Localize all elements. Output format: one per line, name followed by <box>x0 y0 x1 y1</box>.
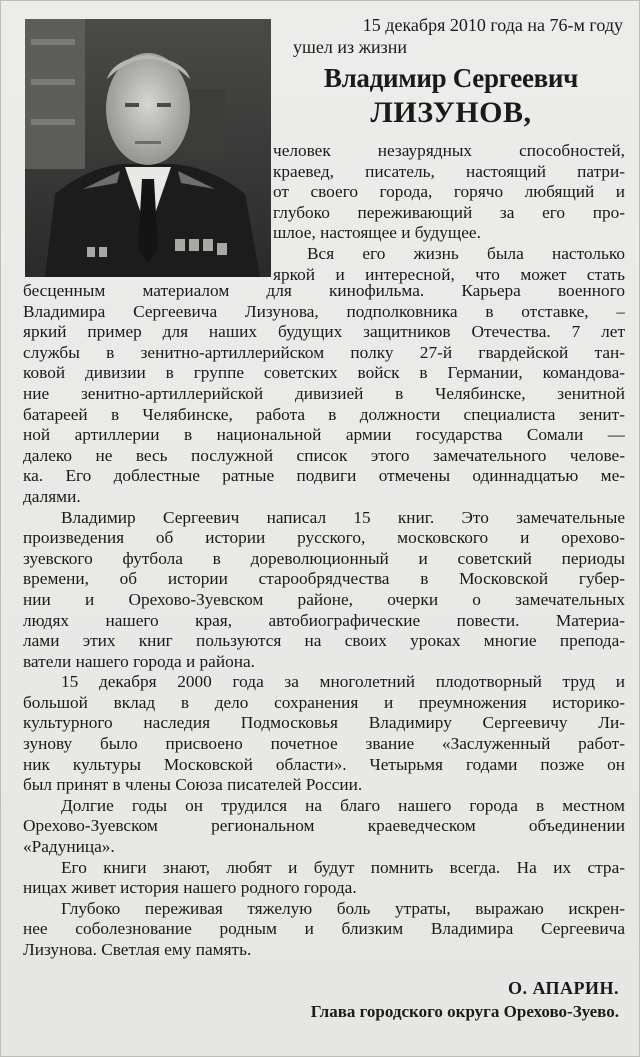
text-line: от своего города, горячо любящий и <box>273 182 625 202</box>
text-line: зуевского футбола в дореволюционный и советский периоды <box>23 548 625 568</box>
died-line: ушел из жизни <box>293 37 408 57</box>
main-body-text <box>23 281 625 961</box>
text-line: человек незаурядных способностей, <box>273 141 625 160</box>
text-line: культурного наследия Подмосковья Владимиру Сергеевичу Ли- <box>23 713 625 733</box>
portrait-photo <box>25 19 271 277</box>
text-line: ницах живет история нашего родного города. <box>23 878 357 898</box>
text-line: Орехово-Зуевском региональном краеведческом объединении <box>23 816 625 836</box>
text-line: ние зенитно-артиллерийской дивизией в Челябинске, зенитной <box>23 383 625 403</box>
text-line: яркой и интересной, что может стать <box>273 264 625 284</box>
text-line: ковой дивизии в группе советских войск в Германии, командова- <box>23 363 625 383</box>
text-line: «Радуница». <box>23 837 115 857</box>
text-line: ник культуры Московской области». Четырьмя годами позже он <box>23 754 625 774</box>
text-line: Владимир Сергеевич написал 15 книг. Это замечательные <box>61 507 625 527</box>
text-line: бесценным материалом для кинофильма. Карьера военного <box>23 281 625 300</box>
text-line: времени, об истории старообрядчества в Московской губер- <box>23 569 625 589</box>
text-line: Лизунова. Светлая ему память. <box>23 940 252 959</box>
side-column-text <box>273 141 625 285</box>
text-line: людях нашего края, автобиографические повести. Материа- <box>23 610 625 630</box>
text-line: лами этих книг пользуются на своих уроках многие препода- <box>23 631 625 651</box>
text-line: краевед, писатель, настоящий патри- <box>273 161 625 181</box>
text-line: шлое, настоящее и будущее. <box>273 223 481 243</box>
text-line: большой вклад в дело сохранения и преумножения историко- <box>23 692 625 712</box>
text-line: ка. Его доблестные ратные подвиги отмечены одиннадцатью ме- <box>23 466 625 486</box>
text-line: произведения об истории русского, московского и орехово- <box>23 528 625 548</box>
text-line: службы в зенитно-артиллерийском полку 27-й гвардейской тан- <box>23 342 625 362</box>
text-line: глубоко переживающий за его про- <box>273 202 625 222</box>
text-line: Владимира Сергеевича Лизунова, подполковника в отставке, – <box>23 301 625 321</box>
text-line: ной артиллерии в национальной армии государства Сомали — <box>23 425 625 445</box>
text-line: далями. <box>23 486 81 506</box>
text-line: батареей в Челябинске, работа в должности специалиста зенит- <box>23 404 625 424</box>
text-line: Его книги знают, любят и будут помнить всегда. На их стра- <box>61 857 625 877</box>
text-line: нее соболезнование родным и близким Владимира Сергеевича <box>23 919 625 939</box>
text-line: зунову было присвоено почетное звание «Заслуженный работ- <box>23 734 625 754</box>
text-line: Глубоко переживая тяжелую боль утраты, выражаю искрен- <box>61 898 625 918</box>
text-line: Вся его жизнь была настолько <box>307 243 625 263</box>
person-surname: ЛИЗУНОВ, <box>370 96 532 129</box>
text-line: нии и Орехово-Зуевском районе, очерки о замечательных <box>23 589 625 609</box>
death-date-line: 15 декабря 2010 года на 76-м году <box>362 15 623 35</box>
text-line: яркий пример для наших будущих защитников Отечества. 7 лет <box>23 322 625 342</box>
text-line: Долгие годы он трудился на благо нашего города в местном <box>61 795 625 815</box>
signature-name: О. АПАРИН. <box>507 978 619 998</box>
text-line: далеко не весь послужной список этого замечательного челове- <box>23 445 625 465</box>
text-line: ватели нашего города и района. <box>23 651 255 671</box>
person-name-first: Владимир Сергеевич <box>323 63 579 93</box>
text-line: был принят в члены Союза писателей России. <box>23 775 363 795</box>
signature-title: Глава городского округа Орехово-Зуево. <box>310 1002 619 1021</box>
text-line: 15 декабря 2000 года за многолетний плодотворный труд и <box>61 672 625 692</box>
